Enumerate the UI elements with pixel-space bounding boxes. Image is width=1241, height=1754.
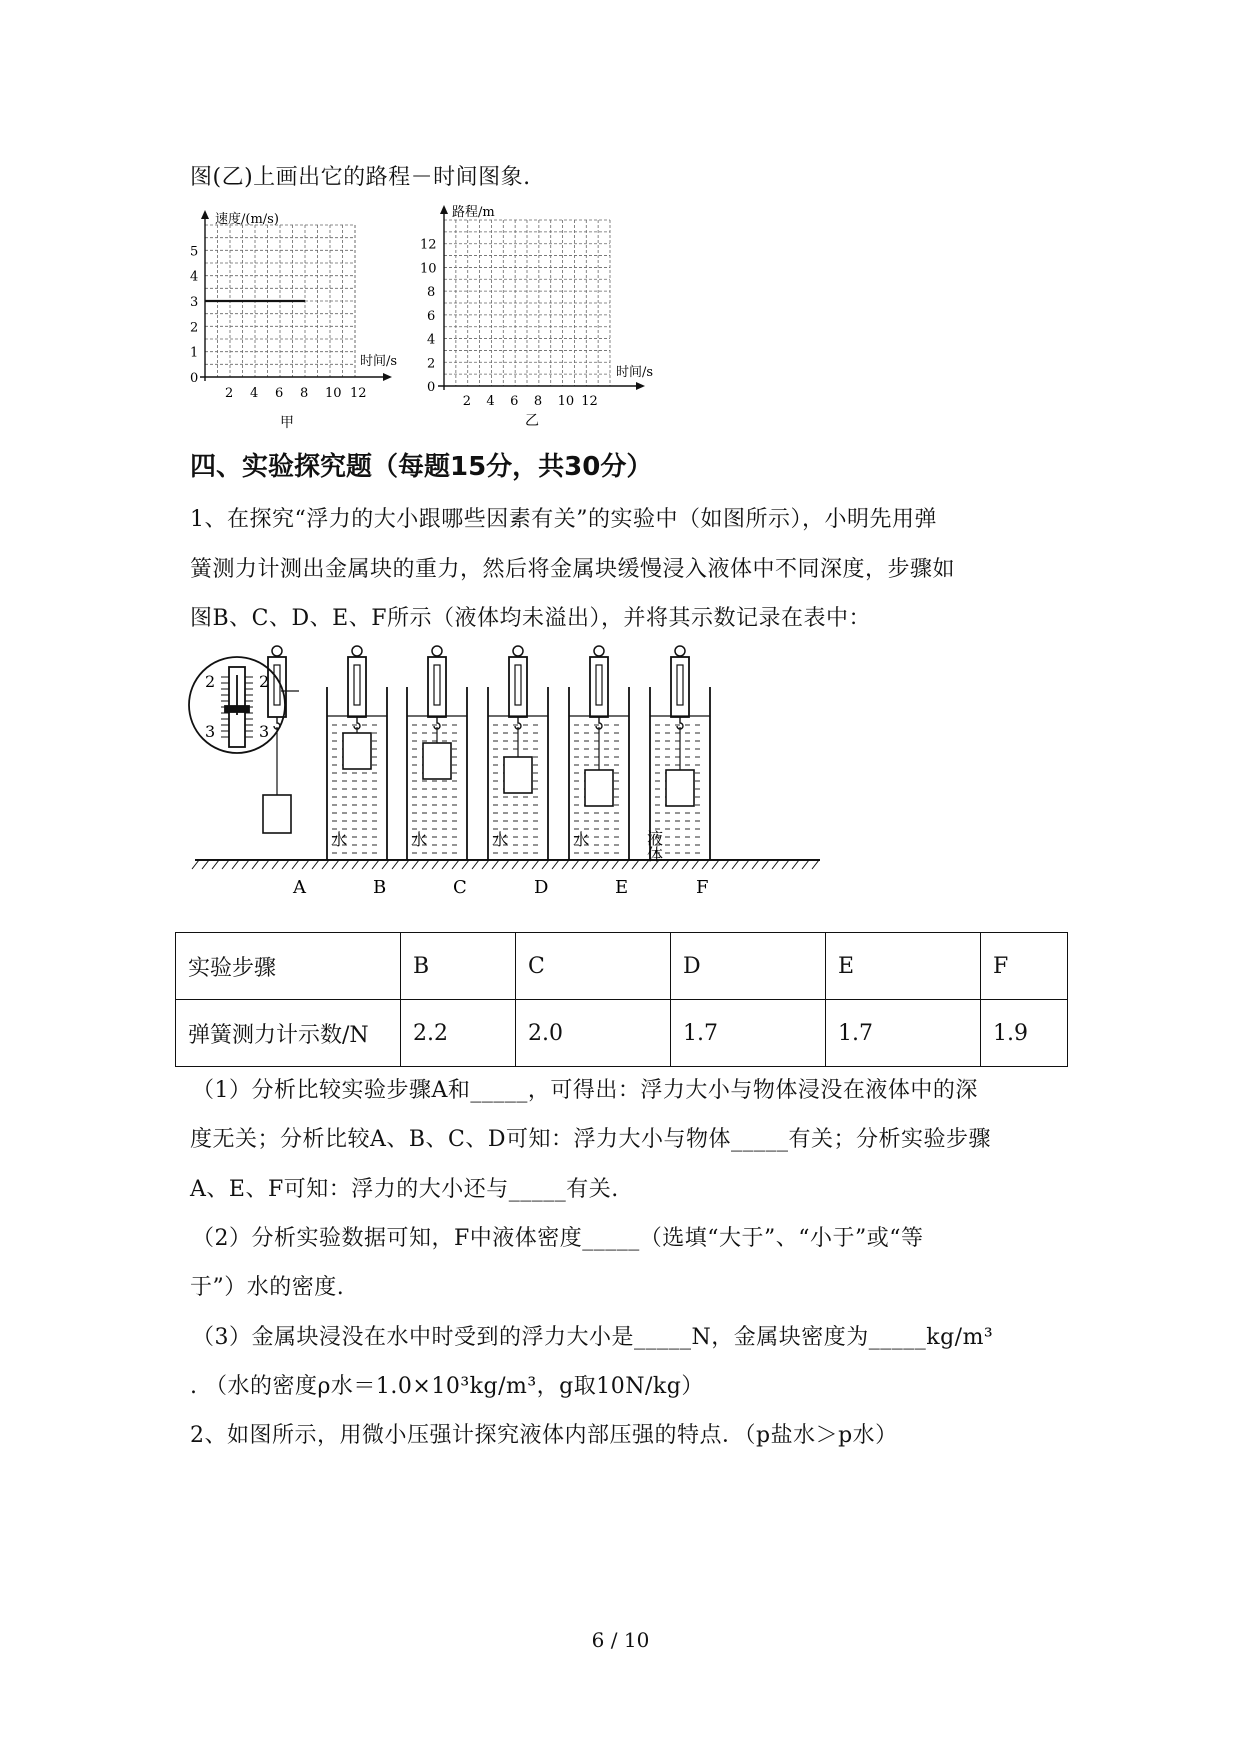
ground-hatch <box>372 860 379 869</box>
graph-yi <box>420 200 680 430</box>
graph-jia-xlabel: 时间/s <box>360 354 398 369</box>
table-cell: E <box>826 933 981 1000</box>
spring-scale-slot <box>515 665 521 705</box>
ground-hatch <box>812 860 819 869</box>
spring-scale-ring <box>513 646 523 656</box>
liquid-label-c: 水 <box>411 830 428 849</box>
ground-hatch <box>532 860 539 869</box>
y-tick-label: 4 <box>427 332 436 348</box>
ground-hatch <box>472 860 479 869</box>
graph-yi-xlabel: 时间/s <box>616 365 654 380</box>
ground-hatch <box>192 860 199 869</box>
ground-hatch <box>692 860 699 869</box>
spring-scale-ring <box>594 646 604 656</box>
ground-hatch <box>312 860 319 869</box>
spring-scale-slot <box>596 665 602 705</box>
liquid-label-b: 水 <box>331 830 348 849</box>
ground-hatch <box>782 860 789 869</box>
intro-line: 图(乙)上画出它的路程－时间图象. <box>190 165 531 190</box>
x-tick-label: 12 <box>581 394 598 409</box>
metal-block <box>423 743 451 779</box>
step-label-d: D <box>534 877 549 898</box>
table-cell: F <box>981 933 1068 1000</box>
ground-hatch <box>732 860 739 869</box>
buoyancy-experiment-figure <box>185 645 835 905</box>
section-heading: 四、实验探究题（每题15分，共30分） <box>190 452 653 482</box>
ground-hatch <box>632 860 639 869</box>
ground-hatch <box>202 860 209 869</box>
ground-hatch <box>242 860 249 869</box>
metal-block <box>263 795 291 833</box>
ground-hatch <box>592 860 599 869</box>
liquid-label-e: 水 <box>573 830 590 849</box>
zoom-scale-label: 2 <box>205 672 216 691</box>
graph-jia <box>170 205 410 430</box>
metal-block <box>504 757 532 793</box>
ground-hatch <box>702 860 709 869</box>
spring-scale-body <box>671 657 689 717</box>
liquid-label-f: 液体 <box>644 830 664 862</box>
ground-hatch <box>612 860 619 869</box>
table-cell: C <box>516 933 671 1000</box>
y-tick-label: 5 <box>190 244 199 260</box>
table-cell: 1.7 <box>671 1000 826 1067</box>
ground-hatch <box>482 860 489 869</box>
ground-hatch <box>392 860 399 869</box>
ground-hatch <box>722 860 729 869</box>
ground-hatch <box>342 860 349 869</box>
ground-hatch <box>762 860 769 869</box>
ground-hatch <box>742 860 749 869</box>
y-tick-label: 3 <box>190 295 199 310</box>
metal-block <box>343 733 371 769</box>
ground-hatch <box>352 860 359 869</box>
table-cell: 弹簧测力计示数/N <box>176 1000 401 1067</box>
table-row <box>176 1000 1068 1067</box>
graph-yi-caption: 乙 <box>525 413 539 429</box>
ground-hatch <box>332 860 339 869</box>
x-tick-label: 6 <box>275 386 284 401</box>
page-number: 6 / 10 <box>591 1628 650 1652</box>
ground-hatch <box>452 860 459 869</box>
ground-hatch <box>412 860 419 869</box>
spring-scale-body <box>509 657 527 717</box>
graph-jia-ylabel: 速度/(m/s) <box>215 212 279 227</box>
x-tick-label: 2 <box>462 394 471 409</box>
ground-hatch <box>582 860 589 869</box>
x-tick-label: 4 <box>250 386 259 401</box>
step-label-e: E <box>615 877 629 898</box>
spring-scale-table <box>175 932 1068 1067</box>
ground-hatch <box>322 860 329 869</box>
table-cell: B <box>401 933 516 1000</box>
q1-line-1: 1、在探究“浮力的大小跟哪些因素有关”的实验中（如图所示），小明先用弹 <box>190 507 937 532</box>
table-cell: D <box>671 933 826 1000</box>
ground-hatch <box>602 860 609 869</box>
spring-scale-ring <box>352 646 362 656</box>
ground-hatch <box>552 860 559 869</box>
x-tick-label: 8 <box>300 386 309 401</box>
table-cell: 2.2 <box>401 1000 516 1067</box>
x-tick-label: 10 <box>557 394 575 409</box>
ground-hatch <box>512 860 519 869</box>
table-cell: 2.0 <box>516 1000 671 1067</box>
q2-line: 2、如图所示，用微小压强计探究液体内部压强的特点．（p盐水＞p水） <box>190 1423 898 1448</box>
sub3-line-1: （3）金属块浸没在水中时受到的浮力大小是_____N，金属块密度为_____kg/m³ <box>192 1325 994 1350</box>
spring-scale-body <box>268 657 286 717</box>
ground-hatch <box>262 860 269 869</box>
ground-hatch <box>682 860 689 869</box>
spring-scale-ring <box>272 646 282 656</box>
y-tick-label: 2 <box>190 320 199 336</box>
ground-hatch <box>572 860 579 869</box>
ground-hatch <box>362 860 369 869</box>
q1-line-3: 图B、C、D、E、F所示（液体均未溢出），并将其示数记录在表中： <box>190 606 871 631</box>
ground-hatch <box>232 860 239 869</box>
step-label-f: F <box>696 877 709 898</box>
x-tick-label: 10 <box>325 386 342 401</box>
y-tick-label: 1 <box>190 345 199 361</box>
step-label-b: B <box>373 877 387 898</box>
ground-hatch <box>282 860 289 869</box>
table-cell: 1.7 <box>826 1000 981 1067</box>
ground-hatch <box>252 860 259 869</box>
ground-hatch <box>302 860 309 869</box>
y-tick-label: 8 <box>427 285 436 301</box>
zoom-scale-label: 3 <box>205 722 216 741</box>
y-tick-label: 2 <box>427 356 436 372</box>
sub2-line-1: （2）分析实验数据可知，F中液体密度_____（选填“大于”、“小于”或“等 <box>192 1226 924 1251</box>
table-cell: 1.9 <box>981 1000 1068 1067</box>
sub1-line-1: （1）分析比较实验步骤A和_____，可得出：浮力大小与物体浸没在液体中的深 <box>192 1078 978 1103</box>
ground-hatch <box>212 860 219 869</box>
spring-scale-body <box>348 657 366 717</box>
sub2-line-2: 于”）水的密度. <box>190 1275 345 1300</box>
ground-hatch <box>432 860 439 869</box>
ground-hatch <box>442 860 449 869</box>
ground-hatch <box>502 860 509 869</box>
graph-yi-ylabel: 路程/m <box>452 205 495 220</box>
graph-jia-caption: 甲 <box>280 415 294 430</box>
ground-hatch <box>542 860 549 869</box>
spring-scale-slot <box>434 665 440 705</box>
y-tick-label: 10 <box>420 261 437 277</box>
y-tick-label: 6 <box>427 308 436 324</box>
ground-hatch <box>622 860 629 869</box>
ground-hatch <box>772 860 779 869</box>
spring-scale-ring <box>675 646 685 656</box>
q1-line-2: 簧测力计测出金属块的重力，然后将金属块缓慢浸入液体中不同深度，步骤如 <box>190 557 956 582</box>
ground-hatch <box>712 860 719 869</box>
table-cell: 实验步骤 <box>176 933 401 1000</box>
y-tick-label: 4 <box>190 269 199 285</box>
y-tick-label: 0 <box>190 371 199 386</box>
x-tick-label: 6 <box>510 394 519 409</box>
ground-hatch <box>672 860 679 869</box>
ground-hatch <box>422 860 429 869</box>
ground-hatch <box>272 860 279 869</box>
ground-hatch <box>462 860 469 869</box>
ground-hatch <box>292 860 299 869</box>
spring-scale-ring <box>432 646 442 656</box>
spring-scale-slot <box>274 665 280 705</box>
step-label-c: C <box>453 877 467 898</box>
metal-block <box>585 770 613 806</box>
sub3-line-2: . （水的密度ρ水＝1.0×10³kg/m³，g取10N/kg） <box>190 1374 704 1399</box>
step-label-a: A <box>293 877 306 898</box>
x-tick-label: 12 <box>350 386 367 401</box>
sub1-line-3: A、E、F可知：浮力的大小还与_____有关. <box>190 1177 619 1202</box>
ground-hatch <box>402 860 409 869</box>
spring-scale-slot <box>354 665 360 705</box>
y-tick-label: 0 <box>427 380 436 395</box>
ground-hatch <box>792 860 799 869</box>
spring-scale-body <box>428 657 446 717</box>
y-tick-label: 12 <box>420 237 437 253</box>
ground-hatch <box>522 860 529 869</box>
ground-hatch <box>562 860 569 869</box>
ground-hatch <box>752 860 759 869</box>
x-tick-label: 4 <box>486 394 495 409</box>
zoom-scale-label: 2 <box>259 672 270 691</box>
table-row <box>176 933 1068 1000</box>
x-tick-label: 8 <box>533 394 543 409</box>
liquid-label-d: 水 <box>492 830 509 849</box>
ground-hatch <box>802 860 809 869</box>
zoom-scale-label: 3 <box>259 722 270 741</box>
spring-scale-slot <box>677 665 683 705</box>
sub1-line-2: 度无关；分析比较A、B、C、D可知：浮力大小与物体_____有关；分析实验步骤 <box>190 1127 992 1152</box>
x-tick-label: 2 <box>225 386 234 401</box>
spring-scale-body <box>590 657 608 717</box>
ground-hatch <box>382 860 389 869</box>
ground-hatch <box>222 860 229 869</box>
metal-block <box>666 770 694 806</box>
ground-hatch <box>492 860 499 869</box>
